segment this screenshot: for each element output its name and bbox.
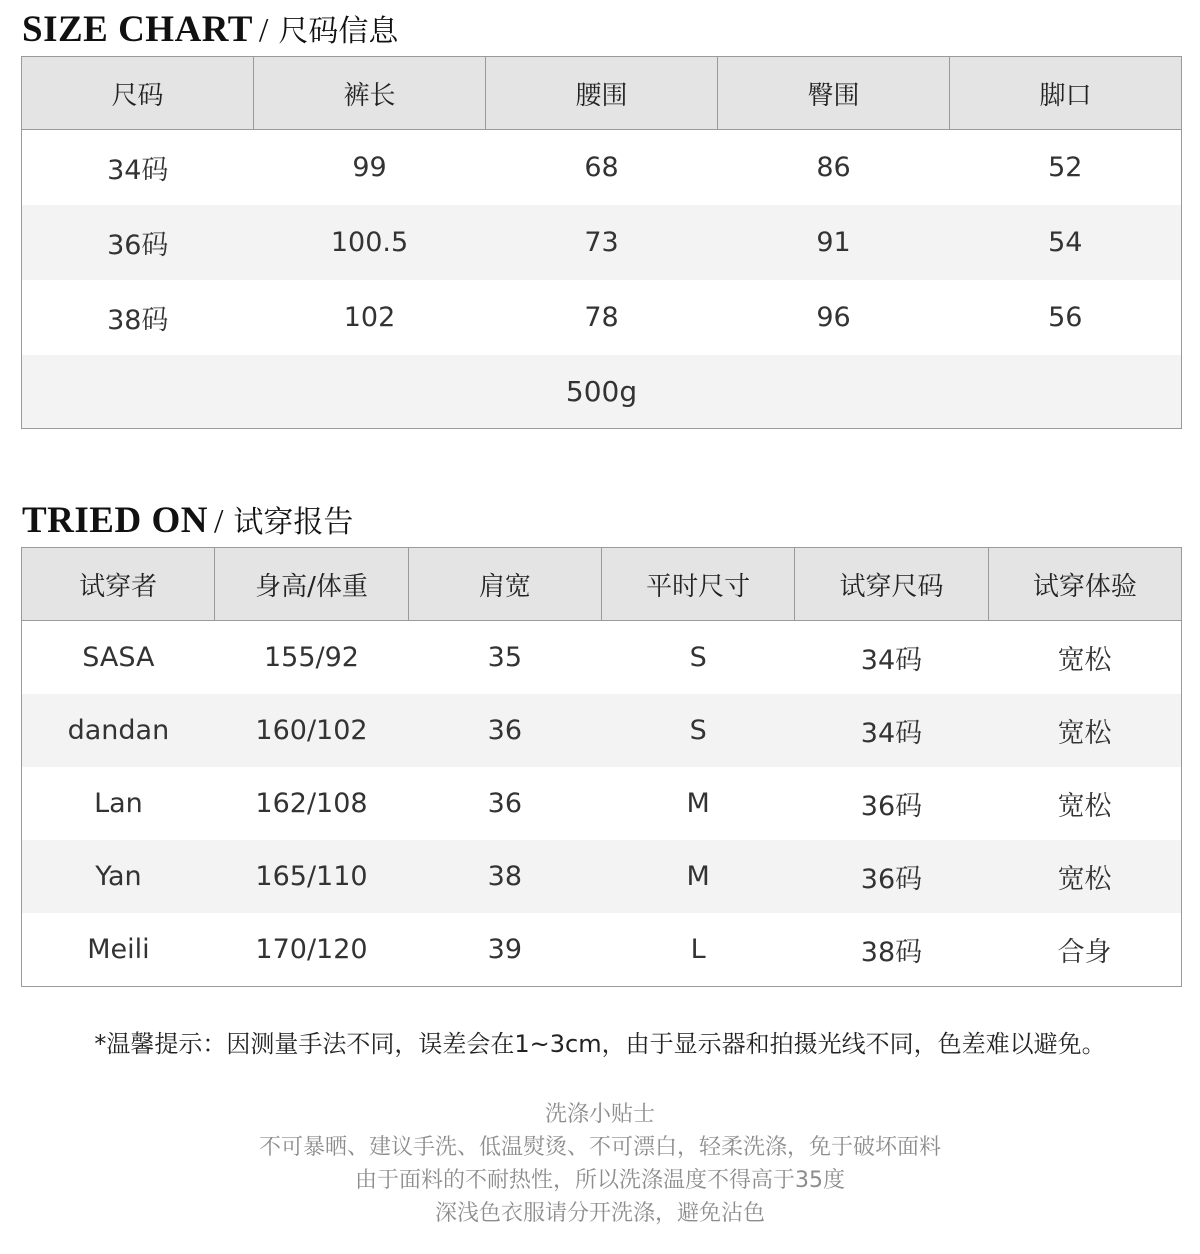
table-row <box>22 913 1182 987</box>
header-usual-size: 平时尺寸 <box>601 548 794 621</box>
table-row <box>22 840 1182 913</box>
table-cell: 宽松 <box>988 767 1181 840</box>
table-cell: 36 <box>408 694 601 767</box>
table-cell: 宽松 <box>988 840 1181 913</box>
table-cell: Meili <box>22 913 215 987</box>
table-cell: 56 <box>950 280 1182 355</box>
table-cell: 52 <box>950 130 1182 206</box>
table-cell: 宽松 <box>988 694 1181 767</box>
table-cell: 34码 <box>22 130 254 206</box>
tried-on-title-slash: / <box>213 503 224 540</box>
table-row <box>22 767 1182 840</box>
tried-on-title-zh: 试穿报告 <box>233 505 354 540</box>
table-cell: 165/110 <box>215 840 408 913</box>
washing-tip-line: 深浅色衣服请分开洗涤，避免沾色 <box>434 1201 765 1226</box>
header-size: 尺码 <box>22 57 254 130</box>
table-cell: 86 <box>718 130 950 206</box>
table-row <box>22 694 1182 767</box>
table-cell: S <box>601 694 794 767</box>
header-tried-size: 试穿尺码 <box>795 548 988 621</box>
table-cell: L <box>601 913 794 987</box>
size-chart-title-zh: 尺码信息 <box>278 14 399 49</box>
header-experience: 试穿体验 <box>988 548 1181 621</box>
table-cell: 36码 <box>795 840 988 913</box>
table-row <box>22 130 1182 206</box>
tried-on-title-en: TRIED ON <box>22 500 208 541</box>
table-cell: 36 <box>408 767 601 840</box>
table-cell: 91 <box>718 205 950 280</box>
header-waist: 腰围 <box>486 57 718 130</box>
table-cell: SASA <box>22 621 215 695</box>
table-cell: M <box>601 840 794 913</box>
table-cell: Yan <box>22 840 215 913</box>
table-cell: 160/102 <box>215 694 408 767</box>
table-cell: 34码 <box>795 694 988 767</box>
size-chart-table <box>21 56 1182 429</box>
header-leg-opening: 脚口 <box>950 57 1182 130</box>
weight-row <box>22 355 1182 429</box>
table-cell: 36码 <box>795 767 988 840</box>
header-tester: 试穿者 <box>22 548 215 621</box>
washing-tip-line: 不可暴晒、建议手洗、低温熨烫、不可漂白，轻柔洗涤，免于破坏面料 <box>258 1135 941 1160</box>
table-cell: 39 <box>408 913 601 987</box>
table-cell: dandan <box>22 694 215 767</box>
tried-on-title <box>22 497 353 542</box>
header-height-weight: 身高/体重 <box>215 548 408 621</box>
table-cell: 35 <box>408 621 601 695</box>
table-cell: 36码 <box>22 205 254 280</box>
tried-on-table <box>21 547 1182 987</box>
size-chart-title <box>22 6 398 51</box>
size-chart-header-row <box>22 57 1182 130</box>
table-cell: 34码 <box>795 621 988 695</box>
table-cell: S <box>601 621 794 695</box>
table-cell: 38码 <box>22 280 254 355</box>
header-shoulder: 肩宽 <box>408 548 601 621</box>
tried-on-header-row <box>22 548 1182 621</box>
table-cell: 38 <box>408 840 601 913</box>
washing-tips <box>0 1098 1200 1230</box>
table-row <box>22 280 1182 355</box>
table-cell: 78 <box>486 280 718 355</box>
header-hip: 臀围 <box>718 57 950 130</box>
table-cell: 73 <box>486 205 718 280</box>
size-chart-title-slash: / <box>258 12 269 49</box>
header-pants-length: 裤长 <box>254 57 486 130</box>
table-cell: Lan <box>22 767 215 840</box>
table-cell: 宽松 <box>988 621 1181 695</box>
table-cell: 96 <box>718 280 950 355</box>
table-cell: 102 <box>254 280 486 355</box>
table-row <box>22 621 1182 695</box>
table-cell: 100.5 <box>254 205 486 280</box>
table-cell: 99 <box>254 130 486 206</box>
measurement-note: *温馨提示：因测量手法不同，误差会在1~3cm，由于显示器和拍摄光线不同，色差难以避免。 <box>94 1030 1106 1058</box>
table-cell: M <box>601 767 794 840</box>
table-cell: 162/108 <box>215 767 408 840</box>
table-cell: 合身 <box>988 913 1181 987</box>
table-cell: 38码 <box>795 913 988 987</box>
weight-value: 500g <box>22 355 1182 429</box>
table-cell: 155/92 <box>215 621 408 695</box>
table-cell: 68 <box>486 130 718 206</box>
washing-tip-line: 由于面料的不耐热性，所以洗涤温度不得高于35度 <box>355 1168 845 1193</box>
washing-tips-title: 洗涤小贴士 <box>544 1102 655 1127</box>
table-row <box>22 205 1182 280</box>
table-cell: 54 <box>950 205 1182 280</box>
table-cell: 170/120 <box>215 913 408 987</box>
size-chart-title-en: SIZE CHART <box>22 9 253 50</box>
